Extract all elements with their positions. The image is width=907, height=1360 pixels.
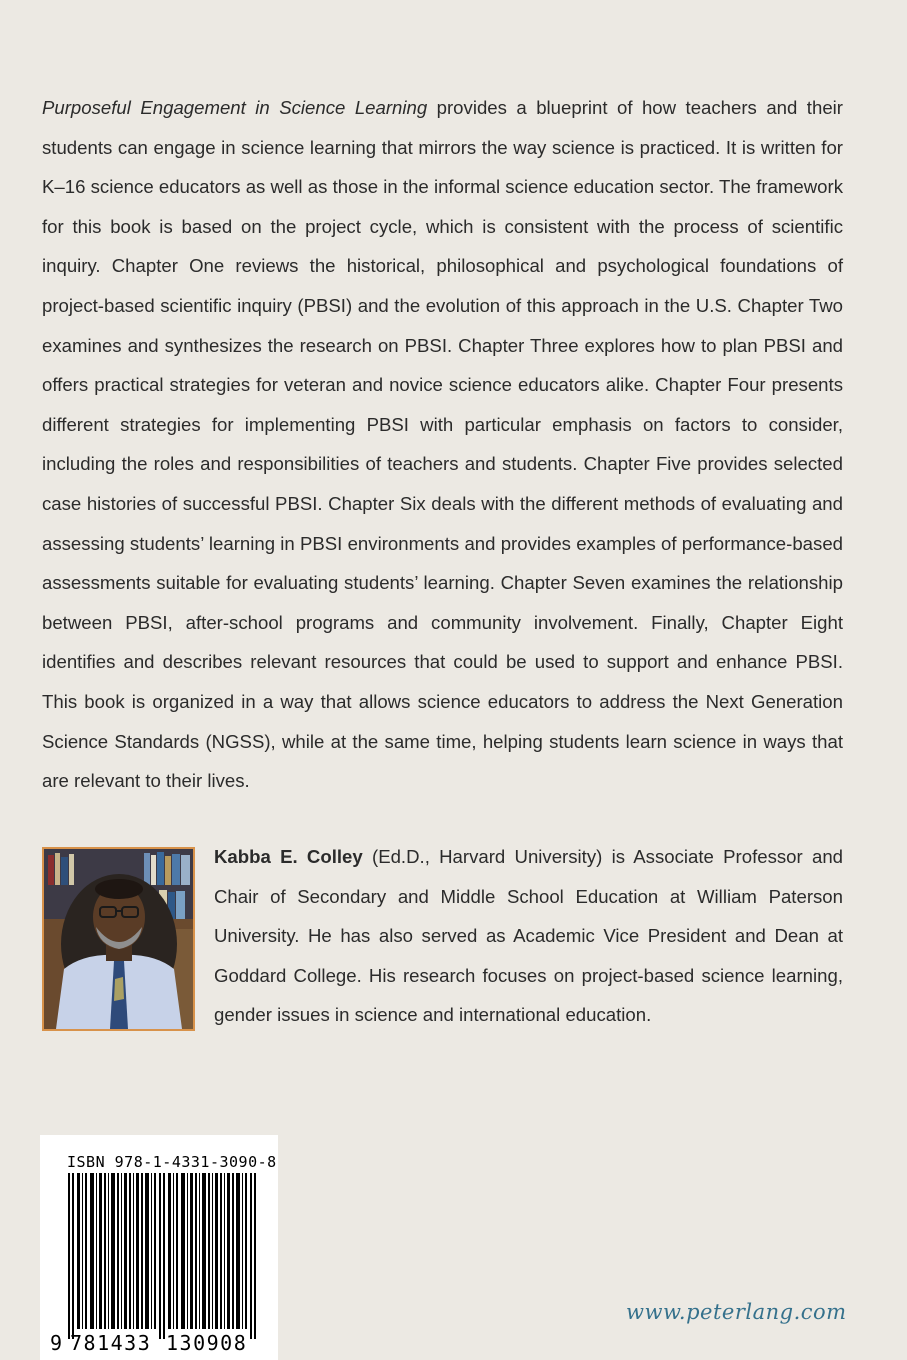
author-portrait-image <box>44 849 193 1029</box>
book-description <box>42 88 843 801</box>
barcode-digits-right: 130908 <box>166 1331 248 1355</box>
author-photo <box>42 847 195 1031</box>
isbn-label: ISBN 978-1-4331-3090-8 <box>67 1153 277 1171</box>
author-bio <box>214 837 843 1035</box>
barcode-image <box>40 1135 278 1360</box>
author-bio-text: (Ed.D., Harvard University) is Associate Professor and Chair of Secondary and Middle School Education at William Paterson University. He has also served as Academic Vice President and Dean at Goddard College. His research focuses on project-based science learning, gender issues in science and international education. <box>214 846 843 1026</box>
barcode-digits-left: 781433 <box>70 1331 152 1355</box>
description-text: provides a blueprint of how teachers and their students can engage in science learning that mirrors the way science is practiced. It is written for K–16 science educators as well as those in the informal science education sector. The framework for this book is based on the project cycle, which is consistent with the process of scientific inquiry. Chapter One reviews the historical, philosophical and psychological foundations of project-based scientific inquiry (PBSI) and the evolution of this approach in the U.S. Chapter Two examines and synthesizes the research on PBSI. Chapter Three explores how to plan PBSI and offers practical strategies for veteran and novice science educators alike. Chapter Four presents different strategies for implementing PBSI with particular emphasis on factors to consider, including the roles and responsibilities of teachers and students. Chapter Five provides selected case histories of successful PBSI. Chapter Six deals with the different methods of evaluating and assessing students’ learning in PBSI environments and provides examples of performance-based assessments suitable for evaluating students’ learning. Chapter Seven examines the relationship between PBSI, after-school programs and community involvement. Finally, Chapter Eight identifies and describes relevant resources that could be used to support and enhance PBSI. This book is organized in a way that allows science educators to address the Next Generation Science Standards (NGSS), while at the same time, helping students learn science in ways that are relevant to their lives. <box>42 97 843 792</box>
book-title: Purposeful Engagement in Science Learning <box>42 97 428 118</box>
barcode-digit-first: 9 <box>50 1331 63 1355</box>
barcode-block <box>40 1135 278 1360</box>
publisher-website: www.peterlang.com <box>626 1300 847 1324</box>
author-name: Kabba E. Colley <box>214 846 363 867</box>
